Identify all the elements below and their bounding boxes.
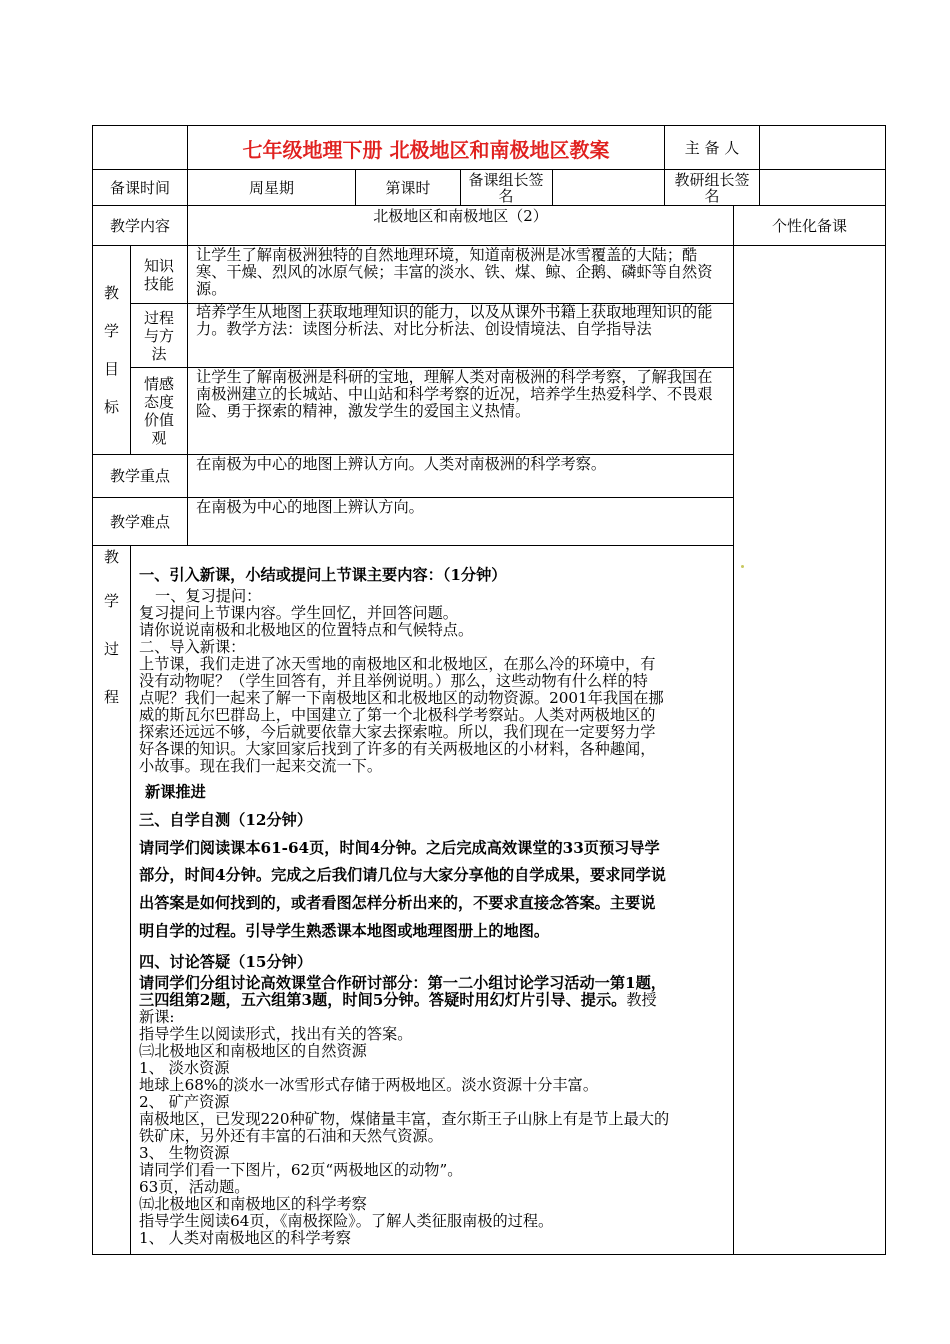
group-leader-signature-value: [553, 170, 664, 205]
process-label-char: 教: [103, 548, 119, 566]
preparer-value: [760, 126, 885, 169]
process-line: 1、 人类对南极地区的科学考察: [139, 1228, 351, 1247]
lesson-number-label: 第课时: [385, 178, 431, 197]
goals-label-char: 教: [103, 284, 119, 302]
process-line: 部分，时间4分钟。完成之后我们请几位与大家分享他的自学成果，要求同学说: [139, 866, 666, 885]
goals-label-char: 标: [103, 398, 119, 416]
process-line: 明自学的过程。引导学生熟悉课本地图或地理图册上的地图。: [139, 921, 550, 940]
teaching-process-label: [93, 546, 130, 706]
teaching-goals-label: [93, 246, 130, 454]
prep-time-label: 备课时间: [109, 178, 170, 197]
key-point-label: 教学重点: [109, 467, 170, 485]
col-divider: [733, 205, 734, 1255]
process-line: ㈤北极地区和南极地区的科学考察: [139, 1194, 367, 1213]
col-divider: [460, 169, 461, 205]
page-title: 七年级地理下册 北极地区和南极地区教案: [242, 137, 610, 162]
preparer-label: 主 备 人: [684, 138, 740, 157]
process-line: 小故事。现在我们一起来交流一下。: [139, 757, 382, 775]
teaching-content-value: 北极地区和南极地区（2）: [373, 207, 548, 225]
goals-label-char: 学: [103, 322, 119, 340]
process-line: 南极地区，已发现220种矿物，煤储量丰富，查尔斯王子山脉上有是节上最大的: [139, 1109, 670, 1128]
process-line: 指导学生阅读64页，《南极探险》。了解人类征服南极的过程。: [139, 1211, 554, 1230]
research-leader-signature-value: [760, 170, 885, 205]
process-line: 铁矿床，另外还有丰富的石油和天然气资源。: [139, 1126, 443, 1145]
process-label-char: 程: [103, 688, 119, 706]
col-divider: [130, 545, 131, 1255]
process-line: 探索还远远不够，今后就要依靠大家去探索啦。所以，我们现在一定要努力学: [139, 723, 656, 741]
goal-process-text: 培养学生从地图上获取地理知识的能力，以及从课外书籍上获取地理知识的能力。教学方法：读图分析法、对比分析法、创设情境法、自学指导法: [196, 303, 713, 338]
goal-knowledge-text: 让学生了解南极洲独特的自然地理环境，知道南极洲是冰雪覆盖的大陆；酷寒、干燥、烈风的冰原气候；丰富的淡水、铁、煤、鲸、企鹅、磷虾等自然资源。: [196, 246, 713, 298]
process-line: 请你说说南极和北极地区的位置特点和气候特点。: [139, 621, 474, 639]
border-right: [885, 125, 886, 1255]
process-line: 63页，活动题。: [139, 1177, 250, 1196]
process-line: [139, 992, 729, 1009]
scan-speck: [741, 565, 744, 568]
process-line-tail: 教授: [626, 990, 657, 1009]
col-divider: [664, 169, 665, 205]
difficulty-text: 在南极为中心的地图上辨认方向。: [196, 498, 424, 516]
process-line: ㈢北极地区和南极地区的自然资源: [139, 1041, 367, 1060]
process-line: 新课:: [139, 1007, 175, 1026]
process-line: 请同学们阅读课本61-64页，时间4分钟。之后完成高效课堂的33页预习导学: [139, 838, 660, 857]
process-line: 好各课的知识。大家回家后找到了许多的有关两极地区的小材料，各种趣闻，: [139, 740, 656, 758]
process-line: 复习提问上节课内容。学生回忆，并回答问题。: [139, 604, 458, 622]
process-body: [139, 562, 729, 1247]
process-label-char: 学: [103, 592, 119, 610]
goal-emotion-text: 让学生了解南极洲是科研的宝地，理解人类对南极洲的科学考察，了解我国在南极洲建立的长城站、中山站和科学考察的近况，培养学生热爱科学、不畏艰险、勇于探索的精神，激发学生的爱国主义热情。: [196, 368, 713, 420]
process-line: 出答案是如何找到的，或者看图怎样分析出来的，不要求直接念答案。主要说: [139, 894, 656, 913]
section-3-title: 三、自学自测（12分钟）: [139, 810, 313, 829]
process-line: 请同学们看一下图片，62页“两极地区的动物”。: [139, 1160, 463, 1179]
process-line: 2、 矿产资源: [139, 1092, 230, 1111]
difficulty-label: 教学难点: [109, 512, 170, 531]
process-line: 地球上68%的淡水一冰雪形式存储于两极地区。淡水资源十分丰富。: [139, 1075, 599, 1094]
goal-knowledge-label: 知识技能: [143, 256, 174, 293]
key-point-text: 在南极为中心的地图上辨认方向。人类对南极洲的科学考察。: [196, 455, 607, 473]
process-line: 点呢？我们一起来了解一下南极地区和北极地区的动物资源。2001年我国在挪: [139, 689, 664, 707]
process-line: 指导学生以阅读形式，找出有关的答案。: [139, 1024, 413, 1043]
process-line: 1、 淡水资源: [139, 1058, 230, 1077]
process-line: 请同学们分组讨论高效课堂合作研讨部分：第一二小组讨论学习活动一第1题，: [139, 973, 666, 992]
research-leader-signature-label: 教研组长签名: [674, 170, 750, 205]
process-line: 一、复习提问：: [155, 587, 262, 605]
section-4-title: 四、讨论答疑（15分钟）: [139, 952, 313, 971]
process-line: 威的斯瓦尔巴群岛上，中国建立了第一个北极科学考察站。人类对两极地区的: [139, 706, 656, 724]
col-divider: [130, 245, 131, 455]
goals-label-char: 目: [103, 360, 119, 378]
new-lesson-heading: 新课推进: [145, 783, 206, 801]
row-divider: [92, 545, 733, 546]
process-line: 二、导入新课：: [139, 638, 246, 656]
process-line: 没有动物呢？（学生回答有，并且举例说明。）那么，这些动物有什么样的特: [139, 672, 648, 690]
goal-emotion-label: 情感态度价值观: [143, 375, 174, 447]
border-bottom: [92, 1254, 886, 1255]
group-leader-signature-label: 备课组长签名: [468, 170, 544, 205]
process-line: 上节课，我们走进了冰天雪地的南极地区和北极地区，在那么冷的环境中，有: [139, 655, 656, 673]
teaching-content-label: 教学内容: [109, 216, 170, 235]
personalized-prep-label: 个性化备课: [771, 216, 847, 235]
goal-process-label: 过程与方法: [143, 308, 174, 363]
process-line: 3、 生物资源: [139, 1143, 230, 1162]
week-label: 周星期: [248, 178, 294, 197]
process-label-char: 过: [103, 640, 119, 658]
section-1-title: 一、引入新课，小结或提问上节课主要内容：（1分钟）: [139, 566, 507, 584]
col-divider: [187, 245, 188, 545]
process-line-bold: 三四组第2题，五六组第3题，时间5分钟。答疑时用幻灯片引导、提示。: [139, 990, 627, 1009]
